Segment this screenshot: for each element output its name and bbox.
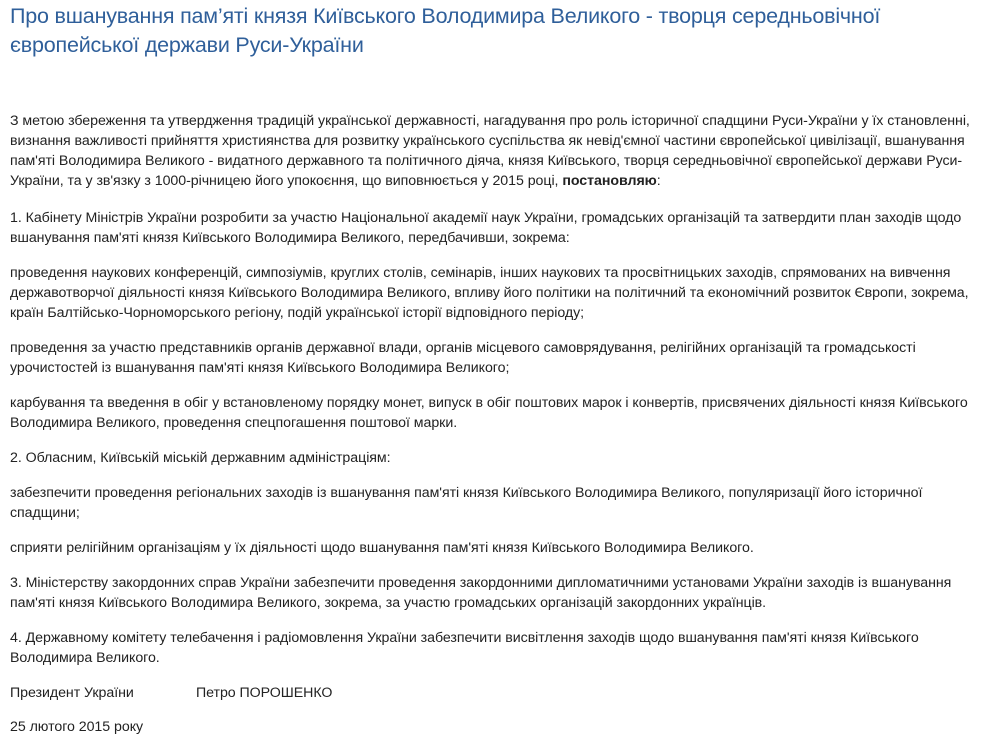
- paragraph-4: 4. Державному комітету телебачення і радіомовлення України забезпечити висвітлення заходів щодо вшанування пам'яті князя Київського Володимира Великого.: [10, 630, 919, 666]
- signature-block: [10, 683, 978, 703]
- paragraph-3: 3. Міністерству закордонних справ України забезпечити проведення закордонними дипломатичними установами України заходів із вшанування пам'яті князя Київського Володимира Великого, зокрема, за участю громадських організацій закордонних українців.: [10, 575, 952, 611]
- signature-role: Президент України: [10, 685, 134, 701]
- document-date: 25 лютого 2015 року: [10, 719, 144, 735]
- document-title: Про вшанування пам’яті князя Київського Володимира Великого - творця середньовічної європейської держави Руси-України: [10, 4, 881, 57]
- decree-word: постановляю: [562, 173, 657, 189]
- paragraph-1-item-1: проведення наукових конференцій, симпозіумів, круглих столів, семінарів, інших наукових та просвітницьких заходів, спрямованих на вивчення державотворчої діяльності князя Київського Володимира Великого, впливу його політики на політичний та економічний розвиток Європи, зокрема, країн Балтійсько-Чорноморського регіону, подій української історії відповідного періоду;: [10, 265, 969, 321]
- paragraph-1-item-3: карбування та введення в обіг у встановленому порядку монет, випуск в обіг поштових марок і конвертів, присвячених діяльності князя Київського Володимира Великого, проведення спецпогашення поштової марки.: [10, 395, 968, 431]
- paragraph-1: 1. Кабінету Міністрів України розробити за участю Національної академії наук України, громадських організацій та затвердити план заходів щодо вшанування пам'яті князя Київського Володимира Великого, передбачивши, зокрема:: [10, 210, 962, 246]
- signature-name: Петро ПОРОШЕНКО: [196, 685, 333, 701]
- document-page: [10, 0, 978, 752]
- paragraph-2-item-1: забезпечити проведення регіональних заходів із вшанування пам'яті князя Київського Володимира Великого, популяризації його історичної спадщини;: [10, 485, 923, 521]
- paragraph-2-item-2: сприяти релігійним організаціям у їх діяльності щодо вшанування пам'яті князя Київського Володимира Великого.: [10, 540, 754, 556]
- intro-paragraph: [10, 111, 978, 191]
- document-body: [10, 111, 978, 737]
- intro-text: З метою збереження та утвердження традицій української державності, нагадування про роль історичної спадщини Руси-України у їх становленні, визнання важливості прийняття християнства для розвитку українського суспільства як невід'ємної частини європейської цивілізації, вшанування пам'яті Володимира Великого - видатного державного та політичного діяча, князя Київського, творця середньовічної європейської держави Руси-України, та у зв'язку з 1000-річницею його упокоєння, що виповнюється у 2015 році,: [10, 113, 970, 189]
- intro-suffix: :: [656, 173, 661, 189]
- paragraph-1-item-2: проведення за участю представників органів державної влади, органів місцевого самоврядування, релігійних організацій та громадськості урочистостей із вшанування пам'яті князя Київського Володимира Великого;: [10, 340, 916, 376]
- paragraph-2: 2. Обласним, Київській міській державним адміністраціям:: [10, 450, 391, 466]
